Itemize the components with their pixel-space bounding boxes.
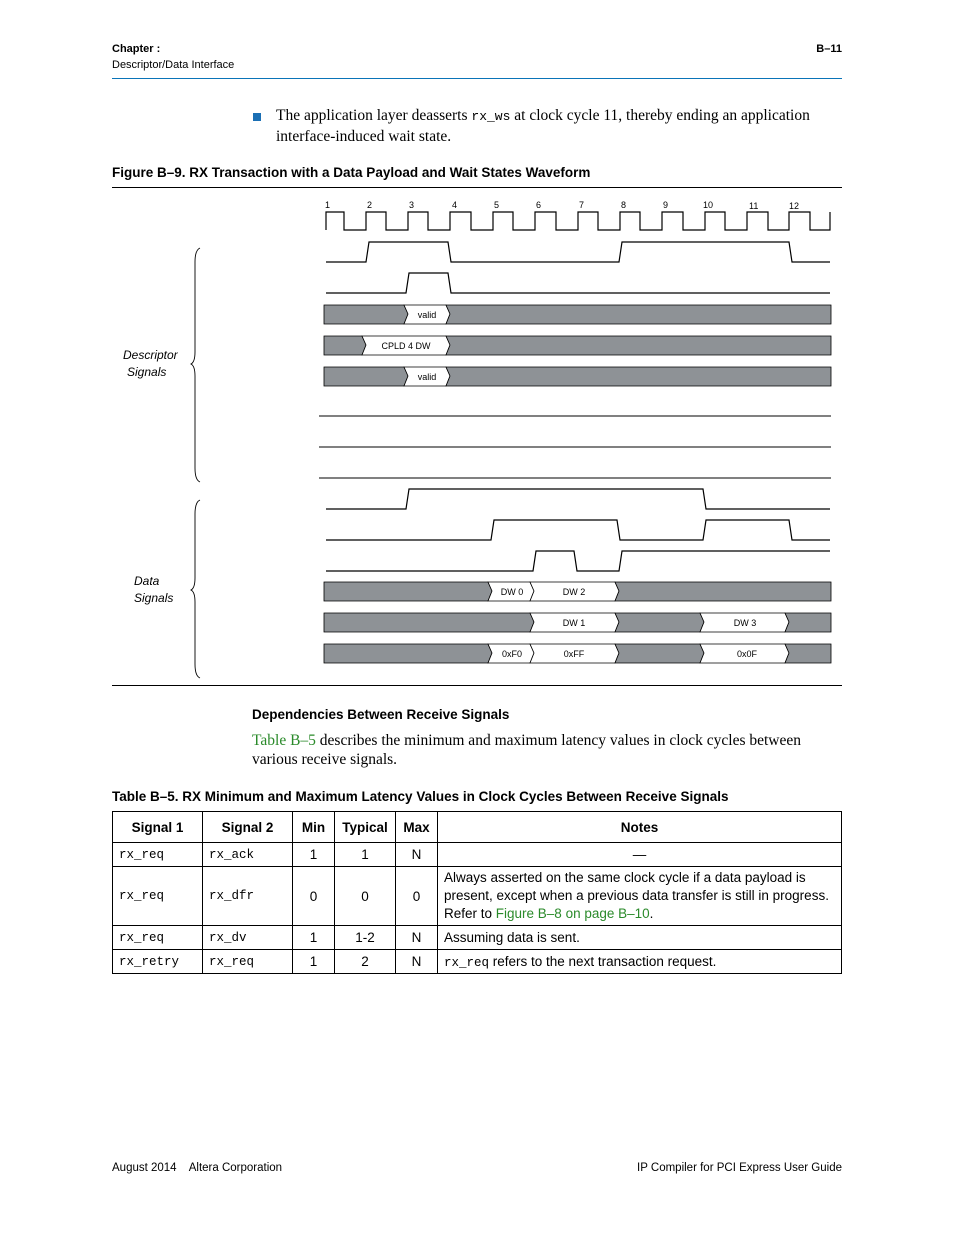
data-bus-2	[324, 613, 831, 632]
cell-signal2: rx_ack	[203, 843, 293, 867]
clock-label: 2	[367, 200, 373, 210]
clock-label: 5	[494, 200, 500, 210]
cell-signal1: rx_req	[113, 867, 203, 926]
cell-notes: Assuming data is sent.	[438, 926, 842, 950]
notes-code: rx_req	[444, 955, 490, 970]
clock-label: 10	[703, 200, 714, 210]
data-bus-1	[324, 582, 831, 601]
cell-signal1: rx_req	[113, 926, 203, 950]
clock-labels	[325, 200, 799, 211]
data-signal-1	[326, 489, 830, 509]
figure-bottom-rule	[112, 685, 842, 686]
header-page-number: B–11	[816, 43, 842, 55]
col-header-signal1: Signal 1	[113, 812, 203, 843]
bus-label: valid	[417, 372, 437, 382]
clock-label: 12	[789, 201, 800, 211]
clock-label: 4	[452, 200, 458, 210]
bus-label: 0xF0	[501, 649, 523, 659]
cell-min: 0	[293, 867, 335, 926]
clock-label: 8	[621, 200, 627, 210]
cell-signal2: rx_dfr	[203, 867, 293, 926]
cell-min: 1	[293, 843, 335, 867]
data-signal-3	[326, 551, 830, 571]
bus-label: DW 2	[562, 587, 586, 597]
notes-end: .	[649, 906, 654, 921]
cell-notes: —	[438, 843, 842, 867]
header-section: Descriptor/Data Interface	[112, 59, 235, 71]
desc-bus-2	[324, 336, 831, 355]
table-b5-link[interactable]: Table B–5	[252, 732, 316, 749]
cell-min: 1	[293, 950, 335, 974]
clock-label: 6	[536, 200, 542, 210]
table-title: Table B–5. RX Minimum and Maximum Latency Values in Clock Cycles Between Receive Signals	[112, 789, 729, 804]
bus-label: CPLD 4 DW	[381, 341, 431, 351]
section-paragraph	[252, 731, 822, 769]
descriptor-group-label: Signals	[127, 365, 167, 379]
cell-signal1: rx_retry	[113, 950, 203, 974]
col-header-notes: Notes	[438, 812, 842, 843]
cell-min: 1	[293, 926, 335, 950]
cell-max: 0	[396, 867, 438, 926]
section-heading: Dependencies Between Receive Signals	[252, 707, 510, 722]
clock-waveform	[326, 212, 830, 230]
cell-notes	[438, 950, 842, 974]
desc-signal-2	[326, 273, 830, 293]
col-header-min: Min	[293, 812, 335, 843]
cell-max: N	[396, 926, 438, 950]
table-row	[113, 926, 842, 950]
footer-left: August 2014 Altera Corporation	[112, 1162, 283, 1174]
cell-typical: 1-2	[335, 926, 396, 950]
cell-max: N	[396, 950, 438, 974]
bus-label: valid	[417, 310, 437, 320]
col-header-signal2: Signal 2	[203, 812, 293, 843]
table-header-row	[113, 812, 842, 843]
notes-text: Always asserted on the same clock cycle if a data payload is present, except when a previous data transfer is still in progress. Refer to	[444, 870, 829, 921]
col-header-max: Max	[396, 812, 438, 843]
bus-label: DW 0	[500, 587, 524, 597]
data-bus-3	[324, 644, 831, 663]
desc-bus-1	[324, 305, 831, 324]
figure-title: Figure B–9. RX Transaction with a Data Payload and Wait States Waveform	[112, 165, 591, 180]
data-group-label: Data	[134, 574, 160, 588]
bus-label: 0x0F	[736, 649, 758, 659]
bus-label: DW 1	[562, 618, 586, 628]
descriptor-group-label: Descriptor	[123, 348, 178, 362]
clock-label: 11	[749, 201, 759, 211]
latency-table	[112, 811, 842, 974]
data-signal-2	[326, 520, 830, 540]
cell-typical: 2	[335, 950, 396, 974]
bullet-text-before: The application layer deasserts	[276, 107, 472, 124]
data-brace-icon	[191, 500, 200, 678]
cell-typical: 1	[335, 843, 396, 867]
table-row	[113, 843, 842, 867]
cell-signal2: rx_req	[203, 950, 293, 974]
bullet-code: rx_ws	[471, 109, 511, 124]
data-group-label: Signals	[134, 591, 174, 605]
bus-label: 0xFF	[563, 649, 585, 659]
figure-b8-link[interactable]: Figure B–8 on page B–10	[495, 906, 650, 921]
cell-max: N	[396, 843, 438, 867]
clock-label: 3	[409, 200, 415, 210]
bullet-text-after: at clock cycle 11, thereby ending an application interface-induced wait state.	[276, 107, 810, 145]
notes-text: refers to the next transaction request.	[489, 953, 717, 969]
cell-typical: 0	[335, 867, 396, 926]
table-row	[113, 867, 842, 926]
cell-notes	[438, 867, 842, 926]
table-row	[113, 950, 842, 974]
clock-label: 9	[663, 200, 669, 210]
footer-right: IP Compiler for PCI Express User Guide	[637, 1162, 842, 1174]
cell-signal1: rx_req	[113, 843, 203, 867]
col-header-typical: Typical	[335, 812, 396, 843]
descriptor-brace-icon	[191, 248, 200, 482]
section-text: describes the minimum and maximum latency values in clock cycles between various receive signals.	[252, 732, 802, 768]
clock-label: 7	[579, 200, 585, 210]
desc-bus-3	[324, 367, 831, 386]
clock-label: 1	[325, 200, 331, 210]
header-chapter: Chapter :	[112, 43, 161, 55]
desc-signal-1	[326, 242, 830, 262]
bus-label: DW 3	[733, 618, 757, 628]
cell-signal2: rx_dv	[203, 926, 293, 950]
